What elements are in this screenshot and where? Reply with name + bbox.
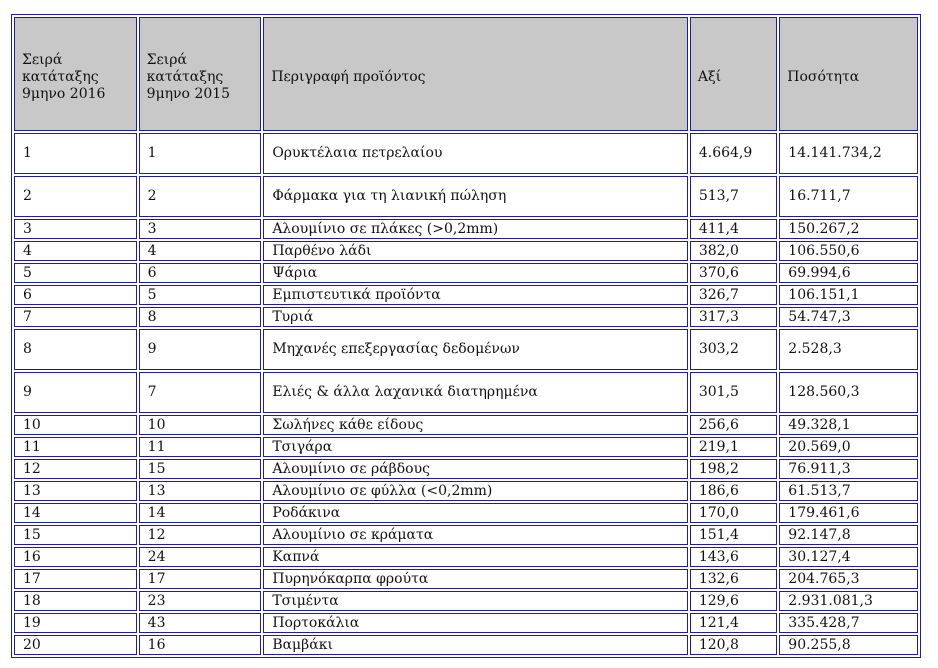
rank-2015-cell: 3: [139, 219, 262, 239]
value-cell: 198,2: [690, 459, 777, 479]
rank-2016-cell: 15: [14, 525, 137, 545]
quantity-cell: 69.994,6: [779, 263, 918, 283]
table-row: [14, 133, 918, 174]
description-cell: Αλουμίνιο σε ράβδους: [263, 459, 688, 479]
table-row: [14, 176, 918, 217]
description-cell: Πυρηνόκαρπα φρούτα: [263, 569, 688, 589]
value-cell: 120,8: [690, 635, 777, 655]
table-row: [14, 285, 918, 305]
quantity-cell: 2.528,3: [779, 329, 918, 370]
rank-2016-cell: 4: [14, 241, 137, 261]
rank-2015-cell: 43: [139, 613, 262, 633]
rank-2015-cell: 24: [139, 547, 262, 567]
rank-2016-cell: 8: [14, 329, 137, 370]
rank-2016-cell: 19: [14, 613, 137, 633]
rank-2015-cell: 1: [139, 133, 262, 174]
rank-2015-cell: 6: [139, 263, 262, 283]
value-cell: 143,6: [690, 547, 777, 567]
description-cell: Τυριά: [263, 307, 688, 327]
quantity-cell: 335.428,7: [779, 613, 918, 633]
rank-2016-cell: 12: [14, 459, 137, 479]
value-cell: 317,3: [690, 307, 777, 327]
description-cell: Καπνά: [263, 547, 688, 567]
description-cell: Τσιμέντα: [263, 591, 688, 611]
rank-2015-cell: 15: [139, 459, 262, 479]
value-cell: 303,2: [690, 329, 777, 370]
rank-2015-cell: 10: [139, 415, 262, 435]
rank-2016-cell: 1: [14, 133, 137, 174]
value-cell: 301,5: [690, 372, 777, 413]
quantity-cell: 106.550,6: [779, 241, 918, 261]
table-row: [14, 481, 918, 501]
table-row: [14, 503, 918, 523]
quantity-cell: 16.711,7: [779, 176, 918, 217]
rank-2015-cell: 23: [139, 591, 262, 611]
quantity-cell: 76.911,3: [779, 459, 918, 479]
value-cell: 382,0: [690, 241, 777, 261]
table-row: [14, 613, 918, 633]
table-row: [14, 437, 918, 457]
rank-2016-cell: 10: [14, 415, 137, 435]
value-cell: 513,7: [690, 176, 777, 217]
quantity-cell: 61.513,7: [779, 481, 918, 501]
rank-2016-cell: 13: [14, 481, 137, 501]
description-cell: Μηχανές επεξεργασίας δεδομένων: [263, 329, 688, 370]
rank-2016-cell: 7: [14, 307, 137, 327]
table-body: [14, 133, 918, 655]
value-cell: 129,6: [690, 591, 777, 611]
description-cell: Ελιές & άλλα λαχανικά διατηρημένα: [263, 372, 688, 413]
rank-2015-cell: 7: [139, 372, 262, 413]
quantity-cell: 92.147,8: [779, 525, 918, 545]
rank-2015-cell: 8: [139, 307, 262, 327]
quantity-cell: 179.461,6: [779, 503, 918, 523]
value-cell: 151,4: [690, 525, 777, 545]
description-cell: Τσιγάρα: [263, 437, 688, 457]
description-cell: Παρθένο λάδι: [263, 241, 688, 261]
description-cell: Αλουμίνιο σε πλάκες (>0,2mm): [263, 219, 688, 239]
description-cell: Αλουμίνιο σε κράματα: [263, 525, 688, 545]
header-quantity: Ποσότητα: [779, 17, 918, 131]
rank-2015-cell: 16: [139, 635, 262, 655]
rank-2015-cell: 14: [139, 503, 262, 523]
header-rank-2016: Σειρά κατάταξης 9μηνο 2016: [14, 17, 137, 131]
quantity-cell: 2.931.081,3: [779, 591, 918, 611]
value-cell: 170,0: [690, 503, 777, 523]
rank-2016-cell: 9: [14, 372, 137, 413]
quantity-cell: 54.747,3: [779, 307, 918, 327]
quantity-cell: 150.267,2: [779, 219, 918, 239]
quantity-cell: 106.151,1: [779, 285, 918, 305]
table-row: [14, 569, 918, 589]
table-row: [14, 547, 918, 567]
rank-2016-cell: 18: [14, 591, 137, 611]
description-cell: Πορτοκάλια: [263, 613, 688, 633]
rank-2015-cell: 9: [139, 329, 262, 370]
rank-2016-cell: 20: [14, 635, 137, 655]
quantity-cell: 90.255,8: [779, 635, 918, 655]
header-description: Περιγραφή προϊόντος: [263, 17, 688, 131]
header-rank-2015: Σειρά κατάταξης 9μηνο 2015: [139, 17, 262, 131]
rank-2015-cell: 5: [139, 285, 262, 305]
value-cell: 4.664,9: [690, 133, 777, 174]
rank-2015-cell: 13: [139, 481, 262, 501]
quantity-cell: 30.127,4: [779, 547, 918, 567]
rank-2015-cell: 11: [139, 437, 262, 457]
rank-2015-cell: 12: [139, 525, 262, 545]
value-cell: 411,4: [690, 219, 777, 239]
quantity-cell: 14.141.734,2: [779, 133, 918, 174]
value-cell: 219,1: [690, 437, 777, 457]
rank-2016-cell: 11: [14, 437, 137, 457]
value-cell: 370,6: [690, 263, 777, 283]
value-cell: 121,4: [690, 613, 777, 633]
rank-2016-cell: 6: [14, 285, 137, 305]
table-row: [14, 241, 918, 261]
table-row: [14, 591, 918, 611]
table-row: [14, 219, 918, 239]
table-row: [14, 307, 918, 327]
rank-2015-cell: 4: [139, 241, 262, 261]
quantity-cell: 204.765,3: [779, 569, 918, 589]
description-cell: Ψάρια: [263, 263, 688, 283]
table-row: [14, 459, 918, 479]
table-row: [14, 329, 918, 370]
rank-2016-cell: 16: [14, 547, 137, 567]
value-cell: 326,7: [690, 285, 777, 305]
rank-2016-cell: 17: [14, 569, 137, 589]
rank-2016-cell: 14: [14, 503, 137, 523]
rank-2016-cell: 3: [14, 219, 137, 239]
quantity-cell: 49.328,1: [779, 415, 918, 435]
description-cell: Εμπιστευτικά προϊόντα: [263, 285, 688, 305]
exports-table: [11, 14, 921, 658]
description-cell: Ορυκτέλαια πετρελαίου: [263, 133, 688, 174]
quantity-cell: 128.560,3: [779, 372, 918, 413]
description-cell: Φάρμακα για τη λιανική πώληση: [263, 176, 688, 217]
description-cell: Αλουμίνιο σε φύλλα (<0,2mm): [263, 481, 688, 501]
table-row: [14, 635, 918, 655]
description-cell: Βαμβάκι: [263, 635, 688, 655]
value-cell: 132,6: [690, 569, 777, 589]
rank-2015-cell: 2: [139, 176, 262, 217]
rank-2016-cell: 5: [14, 263, 137, 283]
rank-2016-cell: 2: [14, 176, 137, 217]
value-cell: 256,6: [690, 415, 777, 435]
table-row: [14, 263, 918, 283]
header-row: [14, 17, 918, 131]
description-cell: Σωλήνες κάθε είδους: [263, 415, 688, 435]
value-cell: 186,6: [690, 481, 777, 501]
table-row: [14, 372, 918, 413]
header-value: Αξί: [690, 17, 777, 131]
table-row: [14, 415, 918, 435]
description-cell: Ροδάκινα: [263, 503, 688, 523]
rank-2015-cell: 17: [139, 569, 262, 589]
table-row: [14, 525, 918, 545]
quantity-cell: 20.569,0: [779, 437, 918, 457]
